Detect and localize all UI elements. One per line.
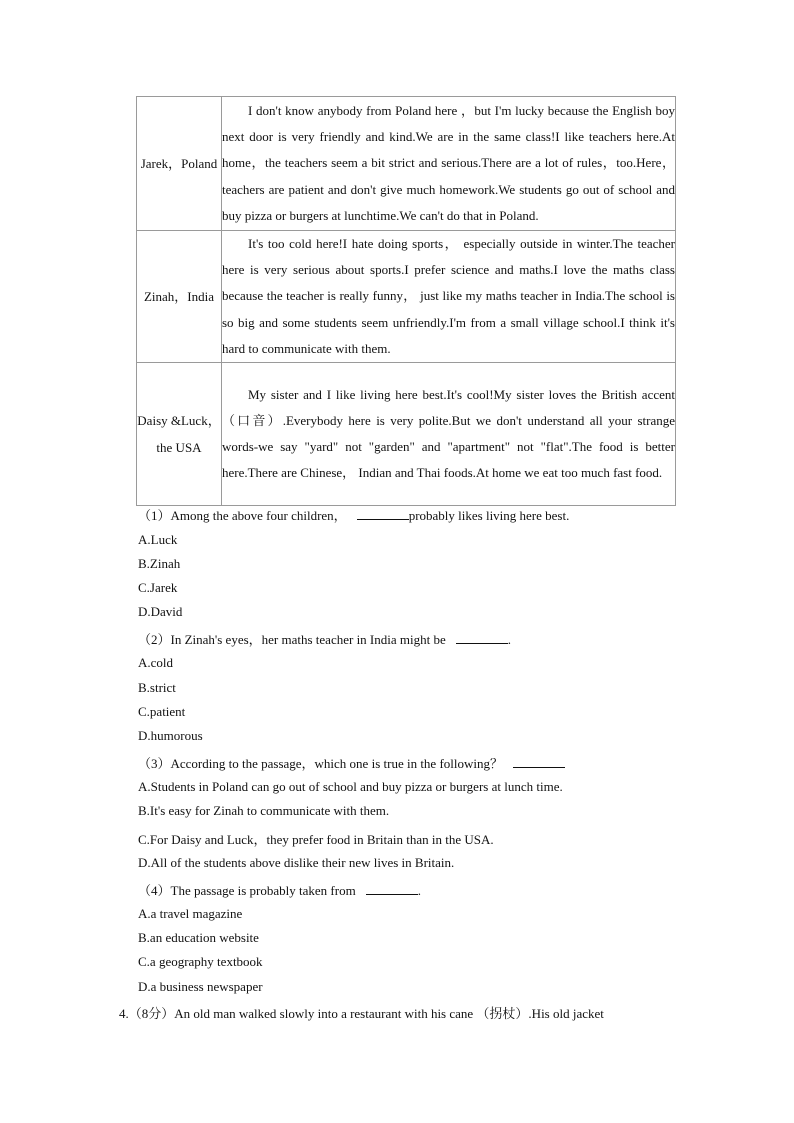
option: D.All of the students above dislike their new lives in Britain. [138, 855, 455, 870]
question-prefix: （3）According to the passage，which one is true in the following？ [138, 756, 504, 771]
option: A.a travel magazine [138, 906, 243, 921]
student-info-table [136, 96, 676, 506]
answer-blank [513, 755, 565, 768]
option: A.cold [138, 655, 174, 670]
table-row [137, 363, 676, 506]
student-name-cell: Jarek，Poland [137, 97, 222, 231]
option: B.Zinah [138, 556, 181, 571]
question-prefix: （4）The passage is probably taken from [138, 883, 356, 898]
next-question-header: 4.（8分）An old man walked slowly into a restaurant with his cane （拐杖）.His old jacket [119, 1006, 604, 1021]
question-4 [138, 880, 421, 899]
option: A.Luck [138, 532, 178, 547]
answer-blank [456, 631, 508, 644]
option: D.humorous [138, 728, 203, 743]
student-name-cell: Daisy &Luck，the USA [137, 363, 222, 506]
student-text-cell: My sister and I like living here best.It's cool!My sister loves the British accent （口音）.Everybody here is very polite.But we don't understand all your strange words-we say "yard" not "garden" and "apartment" not "flat".The food is better here.There are Chinese， Indian and Thai foods.At home we eat too much fast food. [222, 363, 676, 506]
option: C.patient [138, 704, 186, 719]
answer-blank [357, 507, 409, 520]
option: C.For Daisy and Luck，they prefer food in Britain than in the USA. [138, 832, 494, 847]
question-prefix: （1）Among the above four children， [138, 508, 347, 523]
question-suffix: . [417, 883, 421, 898]
option: B.an education website [138, 930, 259, 945]
student-text-cell: I don't know anybody from Poland here ，but I'm lucky because the English boy next door is very friendly and kind.We are in the same class!I like teachers here.At home，the teachers seem a bit strict and serious.There are a lot of rules，too.Here， teachers are patient and don't give much homework.We students go out of school and buy pizza or burgers at lunchtime.We can't do that in Poland. [222, 97, 676, 231]
student-name-cell: Zinah，India [137, 231, 222, 363]
answer-blank [366, 882, 418, 895]
option: C.Jarek [138, 580, 178, 595]
student-text-cell: It's too cold here!I hate doing sports， especially outside in winter.The teacher here is very serious about sports.I prefer science and maths.I love the maths class because the teacher is really funny， just like my maths teacher in India.The school is so big and some students seem unfriendly.I'm from a small village school.I think it's hard to communicate with them. [222, 231, 676, 363]
question-3 [138, 753, 565, 772]
option: D.David [138, 604, 183, 619]
question-2 [138, 629, 511, 648]
question-suffix: . [507, 632, 512, 647]
option: B.It's easy for Zinah to communicate with them. [138, 803, 390, 818]
table-row [137, 231, 676, 363]
table-row [137, 97, 676, 231]
question-1 [138, 505, 569, 524]
option: A.Students in Poland can go out of school and buy pizza or burgers at lunch time. [138, 779, 563, 794]
option: D.a business newspaper [138, 979, 263, 994]
question-prefix: （2）In Zinah's eyes，her maths teacher in India might be [138, 632, 446, 647]
option: C.a geography textbook [138, 954, 263, 969]
option: B.strict [138, 680, 176, 695]
question-suffix: probably likes living here best. [408, 508, 570, 523]
